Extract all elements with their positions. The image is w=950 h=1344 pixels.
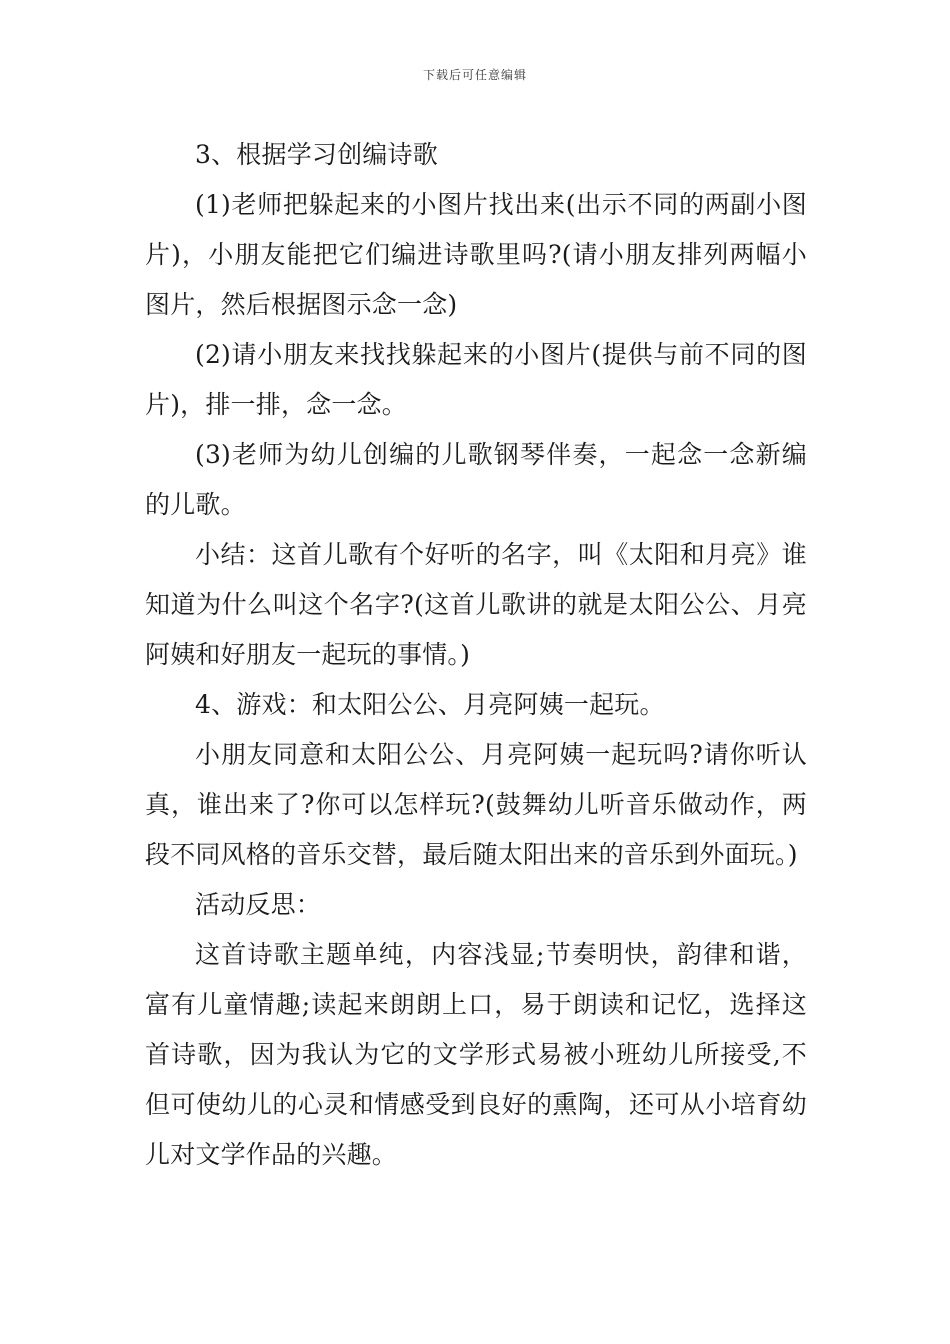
page-header-note: 下载后可任意编辑 xyxy=(422,68,527,82)
paragraph-summary: 小结：这首儿歌有个好听的名字，叫《太阳和月亮》谁知道为什么叫这个名字?(这首儿歌讲的就是太阳公公、月亮阿姨和好朋友一起玩的事情。) xyxy=(145,540,807,669)
paragraph-step-1: (1)老师把躲起来的小图片找出来(出示不同的两副小图片)，小朋友能把它们编进诗歌里吗?(请小朋友排列两幅小图片，然后根据图示念一念) xyxy=(145,190,807,319)
paragraph-game: 小朋友同意和太阳公公、月亮阿姨一起玩吗?请你听认真，谁出来了?你可以怎样玩?(鼓舞幼儿听音乐做动作，两段不同风格的音乐交替，最后随太阳出来的音乐到外面玩。) xyxy=(145,740,807,869)
paragraph-step-2: (2)请小朋友来找找躲起来的小图片(提供与前不同的图片)，排一排，念一念。 xyxy=(145,340,807,419)
document-body xyxy=(145,130,807,1180)
section-heading-step-3: 3、根据学习创编诗歌 xyxy=(195,140,438,169)
paragraph-reflection: 这首诗歌主题单纯，内容浅显;节奏明快，韵律和谐，富有儿童情趣;读起来朗朗上口，易于朗读和记忆，选择这首诗歌，因为我认为它的文学形式易被小班幼儿所接受,不但可使幼儿的心灵和情感受到良好的熏陶，还可从小培育幼儿对文学作品的兴趣。 xyxy=(145,940,807,1169)
section-heading-reflection: 活动反思： xyxy=(195,890,322,919)
section-heading-step-4: 4、游戏：和太阳公公、月亮阿姨一起玩。 xyxy=(195,690,665,719)
paragraph-step-3: (3)老师为幼儿创编的儿歌钢琴伴奏，一起念一念新编的儿歌。 xyxy=(145,440,807,519)
